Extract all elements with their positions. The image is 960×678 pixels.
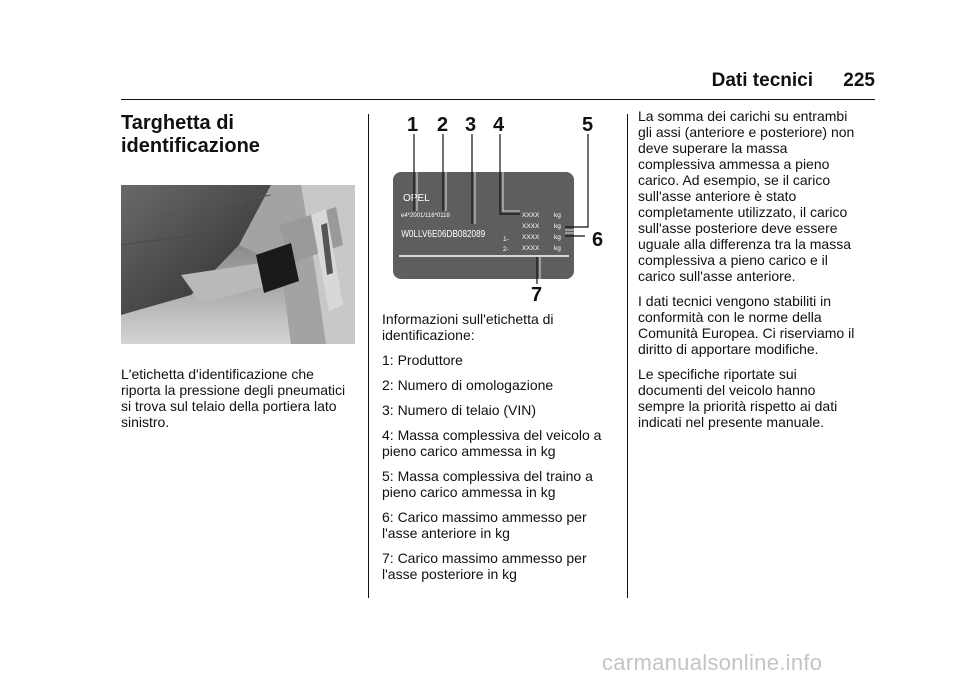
legend-item-3 [382,402,617,418]
text-line: completamente utilizzato, il carico [638,204,848,220]
callout-4: 4 [493,114,505,136]
legend-item-2 [382,377,617,393]
label-vin: W0LLV6E06DB082089 [401,228,486,240]
text-line: carico. Ad esempio, se il carico [638,172,831,188]
text-line: identificazione: [382,327,475,343]
label-mass-value: XXXX [522,223,540,230]
text-line: 7: Carico massimo ammesso per [382,550,587,566]
specifications-paragraph [638,366,874,430]
legend-item-4 [382,427,617,459]
callout-3: 3 [465,114,477,136]
text-line: indicati nel presente manuale. [638,414,825,430]
text-line: conformità con le norme della [638,309,822,325]
section-title: Dati tecnici [711,70,813,91]
header-rule [121,99,875,100]
text-line: Comunità Europea. Ci riserviamo il [638,325,855,341]
text-line: pieno carico ammessa in kg [382,443,556,459]
column-1 [121,108,357,158]
label-unit: kg [554,245,561,252]
text-line: sinistro. [121,414,170,430]
label-axle: 2- [503,246,509,253]
text-line: Informazioni sull'etichetta di [382,311,554,327]
page-header [121,70,875,100]
column-divider-2 [627,114,628,598]
text-line: 5: Massa complessiva del traino a [382,468,593,484]
text-line: gli assi (anteriore e posteriore) non [638,124,855,140]
heading-line-2: identificazione [121,135,260,157]
label-mass-value: XXXX [522,234,540,241]
text-line: riporta la pressione degli pneumatici [121,382,346,398]
text-line: carico sull'asse anteriore. [638,268,796,284]
text-line: l'asse posteriore in kg [382,566,517,582]
text-line: Le specifiche riportate sui [638,366,797,382]
text-line: 3: Numero di telaio (VIN) [382,402,537,418]
legend-item-7 [382,550,617,582]
callout-6: 6 [592,229,604,251]
watermark: carmanualsonline.info [602,650,823,675]
legend-item-1 [382,352,617,368]
callout-2: 2 [437,114,449,136]
text-line: 1: Produttore [382,352,463,368]
label-approval-number: e4*2001/116*0118 [401,213,450,219]
label-mass-value: XXXX [522,245,540,252]
text-line: deve superare la massa [638,140,788,156]
legend-item-5 [382,468,617,500]
text-line: 6: Carico massimo ammesso per [382,509,587,525]
column-divider-1 [368,114,369,598]
callout-7: 7 [531,284,543,304]
text-line: l'asse anteriore in kg [382,525,510,541]
text-line: sull'asse anteriore è stato [638,188,797,204]
column-1-text [121,366,357,439]
legend-item-6 [382,509,617,541]
label-mass-value: XXXX [522,212,540,219]
text-line: complessiva a pieno carico e il [638,252,828,268]
label-unit: kg [554,223,561,230]
load-sum-paragraph [638,108,874,284]
heading-line-1: Targhetta di [121,112,234,134]
text-line: sempre la priorità rispetto ai dati [638,398,838,414]
text-line: si trova sul telaio della portiera lato [121,398,337,414]
page-number: 225 [843,70,875,91]
text-line: uguale alla differenza tra la massa [638,236,851,252]
text-line: diritto di apportare modifiche. [638,341,819,357]
identification-label-figure [393,112,611,304]
text-line: complessiva ammessa a pieno [638,156,830,172]
heading [121,112,357,158]
text-line: I dati tecnici vengono stabiliti in [638,293,831,309]
label-brand: OPEL [403,193,430,204]
callout-5: 5 [582,114,594,136]
column-2-text [382,311,617,591]
technical-data-paragraph [638,293,874,357]
door-frame-photo [121,185,355,344]
label-plate [393,172,574,279]
label-unit: kg [554,212,561,219]
text-line: La somma dei carichi su entrambi [638,108,848,124]
column-3-text [638,108,874,439]
text-line: L'etichetta d'identificazione che [121,366,314,382]
label-location-paragraph [121,366,357,430]
text-line: sull'asse posteriore deve essere [638,220,838,236]
label-axle: 1- [503,236,509,243]
intro-paragraph [382,311,617,343]
text-line: 4: Massa complessiva del veicolo a [382,427,602,443]
text-line: pieno carico ammessa in kg [382,484,556,500]
text-line: 2: Numero di omologazione [382,377,554,393]
label-unit: kg [554,234,561,241]
text-line: documenti del veicolo hanno [638,382,816,398]
callout-1: 1 [407,114,419,136]
